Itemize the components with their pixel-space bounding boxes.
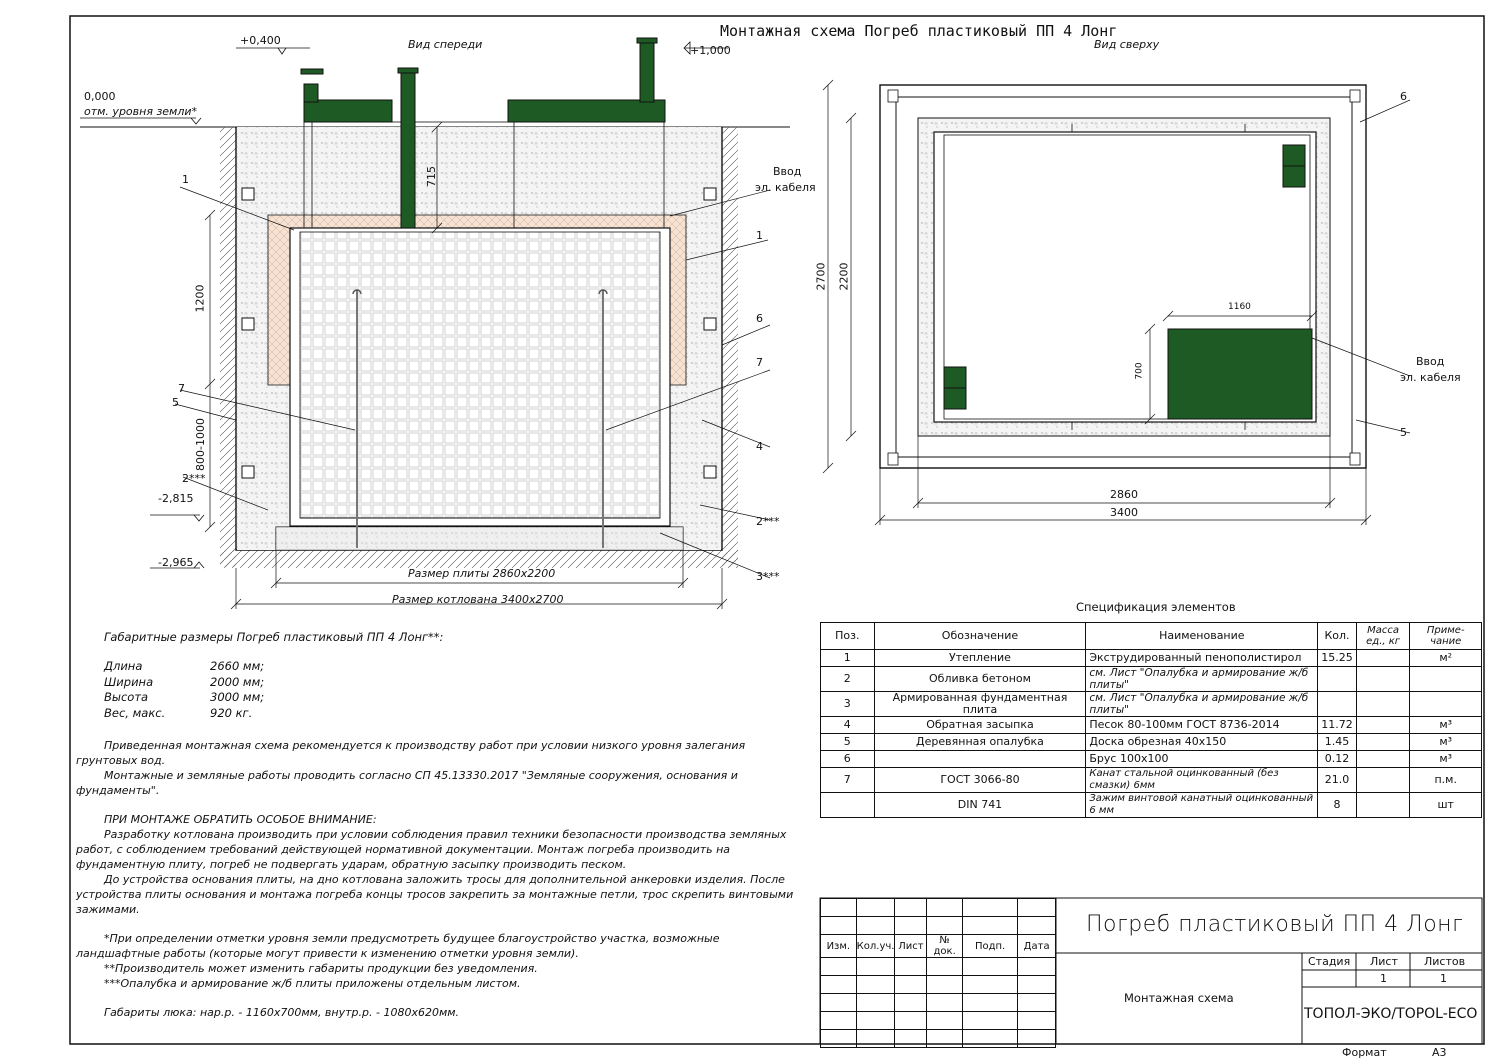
footnote-3: ***Опалубка и армирование ж/б плиты приложены отдельным листом.: [104, 977, 521, 990]
level-plus-1000: +1,000: [690, 44, 731, 57]
pit-size-label: Размер котлована 3400х2700: [392, 593, 564, 606]
dim-row: Ширина 2000 мм;: [104, 674, 265, 689]
dim-1200: 1200: [193, 284, 207, 313]
notes-block: [76, 738, 806, 1020]
stage-label: Стадия: [1308, 955, 1351, 968]
level-minus-2965: -2,965: [158, 556, 194, 569]
earth-hatch-bottom: [220, 550, 738, 568]
note-p2: Монтажные и земляные работы проводить согласно СП 45.13330.2017 "Земляные сооружения, основания и фундаменты".: [76, 769, 738, 797]
rev-col: Кол.уч.: [856, 935, 895, 958]
dim-1160: 1160: [1228, 302, 1251, 312]
rev-col: Изм.: [821, 935, 857, 958]
spec-row: 7 ГОСТ 3066-80 Канат стальной оцинкованный (без смазки) 6мм 21.0 п.м.: [821, 768, 1482, 793]
top-view-title: Вид сверху: [1094, 38, 1160, 51]
sheets-count: 1: [1440, 972, 1447, 985]
spec-row: 1 Утепление Экструдированный пенополистирол 15.25 м²: [821, 650, 1482, 667]
company-name: ТОПОЛ-ЭКО/TOPOL-ECO: [1304, 1006, 1478, 1022]
spec-title: Спецификация элементов: [1076, 600, 1236, 614]
cable-entry-top-2: эл. кабеля: [1400, 371, 1461, 384]
sheet-label: Лист: [1370, 955, 1398, 968]
dim-row: Высота 3000 мм;: [104, 690, 265, 704]
callout-7-right: 7: [756, 356, 763, 369]
revision-header-row: [821, 935, 1056, 958]
spec-row: 3 Армированная фундаментная плита см. Лист "Опалубка и армирование ж/б плиты": [821, 692, 1482, 717]
rev-col: Дата: [1018, 935, 1056, 958]
spec-header: Приме-чание: [1410, 623, 1482, 650]
spec-row: 4 Обратная засыпка Песок 80-100мм ГОСТ 8736-2014 11.72 м³: [821, 717, 1482, 734]
callout-6-top: 6: [1400, 90, 1407, 103]
hatch-right: [508, 100, 665, 122]
ground-level-label: отм. уровня земли*: [84, 105, 198, 118]
revision-table: [820, 898, 1056, 1048]
spec-row: 6 Брус 100х100 0.12 м³: [821, 751, 1482, 768]
hatch-dims-note: Габариты люка: нар.р. - 1160х700мм, внутр.р. - 1080х620мм.: [104, 1006, 460, 1019]
spec-header: Кол.: [1318, 623, 1357, 650]
rev-col: Подп.: [962, 935, 1017, 958]
spec-header-row: [821, 623, 1482, 650]
note-p4: До устройства основания плиты, на дно котлована заложить тросы для дополнительной анкеровки изделия. После устройства плиты основания и монтажа погреба концы тросов закрепить за монтажные петли, трос скрепить винтовыми зажимами.: [76, 873, 794, 916]
footnote-1: *При определении отметки уровня земли предусмотреть будущее благоустройство участка, возможные ландшафтные работы (которые могут привести к изменению отметки уровня земли).: [76, 932, 720, 960]
level-plus-0400: +0,400: [240, 34, 281, 47]
earth-hatch-left: [220, 127, 236, 567]
title-block: [820, 898, 1482, 1044]
product-title: Погреб пластиковый ПП 4 Лонг: [1086, 912, 1464, 937]
cable-entry-top-1: Ввод: [1416, 355, 1445, 368]
cellar-inner: [300, 232, 660, 518]
callout-5-top: 5: [1400, 426, 1407, 439]
level-zero: 0,000: [84, 90, 116, 103]
spec-row: DIN 741 Зажим винтовой канатный оцинкованный 6 мм 8 шт: [821, 793, 1482, 818]
cable-entry-label-2: эл. кабеля: [755, 181, 816, 194]
front-view-title: Вид спереди: [408, 38, 483, 51]
top-view: [823, 80, 1410, 525]
note-p1: Приведенная монтажная схема рекомендуется к производству работ при условии низкого уровня залегания грунтовых вод.: [76, 739, 746, 767]
note-p3: Разработку котлована производить при условии соблюдения правил техники безопасности производства земляных работ, с соблюдением требований действующей нормативной документации. Монтаж погреба производить на фундаментную плиту, погреб не подвергать ударам, обратную засыпку производить песком.: [76, 828, 787, 871]
dim-2200: 2200: [837, 262, 851, 291]
cable-entry-label-1: Ввод: [773, 165, 802, 178]
doc-type: Монтажная схема: [1124, 991, 1234, 1005]
dimensions-heading: Габаритные размеры Погреб пластиковый ПП 4 Лонг**:: [104, 630, 444, 644]
sheets-label: Листов: [1424, 955, 1466, 968]
dim-2700: 2700: [814, 262, 828, 291]
front-view: [80, 38, 790, 609]
rev-col: Лист: [895, 935, 927, 958]
dim-800-1000: 800-1000: [193, 418, 207, 471]
dim-2860: 2860: [1110, 488, 1138, 501]
spec-table: [820, 622, 1482, 818]
dim-row: Вес, макс. 920 кг.: [104, 705, 253, 720]
dim-715: 715: [425, 166, 438, 187]
callout-5-left: 5: [172, 396, 179, 409]
callout-7-left: 7: [178, 382, 185, 395]
earth-hatch-right: [722, 127, 738, 567]
callout-1-right: 1: [756, 229, 763, 242]
callout-4-right: 4: [756, 440, 763, 453]
callout-3-right: 3***: [756, 570, 780, 583]
format-value: А3: [1432, 1046, 1447, 1059]
slab-size-label: Размер плиты 2860х2200: [408, 567, 556, 580]
dim-3400: 3400: [1110, 506, 1138, 519]
level-minus-2815: -2,815: [158, 492, 194, 505]
callout-2-left: 2***: [182, 472, 206, 485]
note-attention: ПРИ МОНТАЖЕ ОБРАТИТЬ ОСОБОЕ ВНИМАНИЕ:: [104, 813, 377, 826]
callout-2-right: 2***: [756, 515, 780, 528]
format-label: Формат: [1342, 1046, 1387, 1059]
sheet-number: 1: [1380, 972, 1387, 985]
dim-700: 700: [1134, 362, 1145, 380]
footnote-2: **Производитель может изменить габариты продукции без уведомления.: [104, 962, 538, 975]
callout-6-right: 6: [756, 312, 763, 325]
spec-header: Наименование: [1086, 623, 1318, 650]
spec-row: 2 Обливка бетоном см. Лист "Опалубка и армирование ж/б плиты": [821, 667, 1482, 692]
hatch-top: [1168, 329, 1312, 419]
dim-row: Длина 2660 мм;: [104, 659, 265, 673]
spec-row: 5 Деревянная опалубка Доска обрезная 40х150 1.45 м³: [821, 734, 1482, 751]
sheet-title: Монтажная схема Погреб пластиковый ПП 4 Лонг: [720, 22, 1118, 40]
callout-1-left: 1: [182, 173, 189, 186]
vent-pipe-1: [401, 70, 415, 228]
vent-pipe-2: [640, 42, 654, 102]
hatch-left: [304, 100, 392, 122]
spec-header: Поз.: [821, 623, 875, 650]
spec-header: Обозначение: [874, 623, 1086, 650]
rev-col: № док.: [927, 935, 963, 958]
spec-header: Масса ед., кг: [1356, 623, 1410, 650]
dimensions-list: [104, 659, 264, 721]
